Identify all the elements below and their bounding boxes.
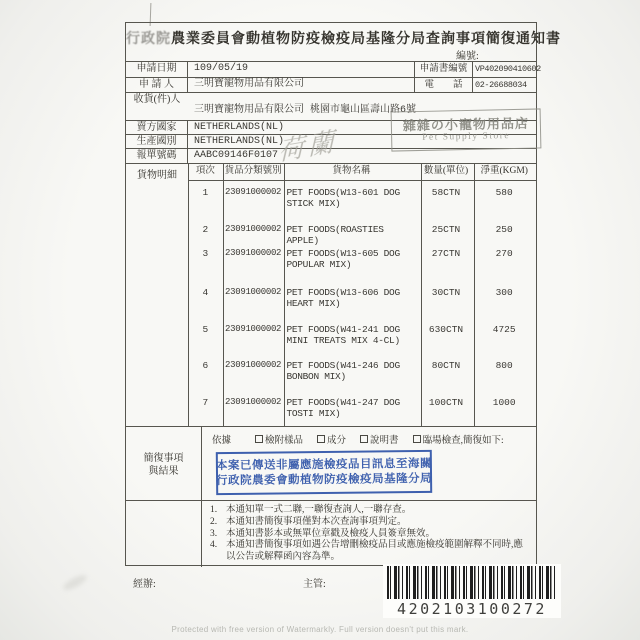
application-no-value: VP402090410602 <box>472 62 536 77</box>
apply-date-value: 109/05/19 <box>194 63 249 74</box>
watermarkly-watermark: Protected with free version of Watermarkly. Full version doesn't put this mark. <box>171 625 469 634</box>
basis-option-onsite <box>413 432 461 446</box>
note-number: 1. <box>210 505 218 515</box>
reply-section-label <box>126 452 201 478</box>
consignee-label: 收貨(件)人 <box>133 94 181 105</box>
basis-option-manual <box>360 432 399 446</box>
item-name: PET FOODS(W41-246 DOG BONBON MIX) <box>286 360 400 382</box>
note-item <box>210 540 532 564</box>
goods-row <box>188 360 536 382</box>
item-code: 23091000002 <box>225 224 282 234</box>
basis-suffix: ,簡復如下: <box>460 436 504 446</box>
item-weight: 580 <box>495 187 513 198</box>
goods-row <box>188 324 536 346</box>
note-item <box>210 517 532 529</box>
note-number: 4. <box>210 540 218 551</box>
goods-detail-section <box>126 163 536 426</box>
stamp-line2: 行政院農委會動植物防疫檢疫局基隆分局 <box>216 472 433 487</box>
title-faded-part: 行政院 <box>126 32 171 47</box>
item-name: PET FOODS(W13-605 DOG POPULAR MIX) <box>286 248 400 270</box>
header-quantity: 數量(單位) <box>423 166 469 176</box>
seller-country-value: NETHERLANDS(NL) <box>194 122 285 133</box>
note-number: 2. <box>210 516 218 527</box>
item-weight: 250 <box>495 224 513 235</box>
phone-label: 電 話 <box>414 78 472 92</box>
handler-label: 經辦: <box>133 579 156 590</box>
note-item <box>210 529 532 541</box>
item-no: 2 <box>202 224 209 235</box>
checkbox-icon <box>255 435 263 443</box>
item-weight: 800 <box>495 360 513 371</box>
item-qty: 58CTN <box>431 187 461 198</box>
item-qty: 27CTN <box>431 248 461 259</box>
note-text: 本通知單一式二聯,一聯復查詢人,一聯存查。 <box>226 505 412 515</box>
basis-option-label: 檢附樣品 <box>265 436 304 446</box>
quarantine-result-stamp <box>216 450 432 495</box>
goods-section-label: 貨物明細 <box>137 170 177 181</box>
barcode-bars <box>387 566 557 599</box>
reply-label-line1: 簡復事項 <box>143 453 184 464</box>
checkbox-icon <box>360 435 368 443</box>
item-qty: 25CTN <box>431 224 461 235</box>
goods-row <box>188 287 536 309</box>
basis-option-sample <box>255 432 303 446</box>
note-text: 本通知書簡復事項如遇公告增刪檢疫品目或應施檢疫範圍解釋不同時,應以公告或解釋函內容為準。 <box>226 540 523 563</box>
header-classification-code: 貨品分類號別 <box>224 166 282 176</box>
item-qty: 630CTN <box>428 324 464 335</box>
phone-value: 02-26688034 <box>472 78 536 92</box>
item-no: 5 <box>202 324 209 335</box>
scan-smudge <box>61 572 88 592</box>
notice-document-table <box>125 22 561 566</box>
reply-column-divider <box>201 427 202 500</box>
apply-date-label: 申請日期 <box>126 62 188 77</box>
item-code: 23091000002 <box>225 324 282 334</box>
note-number: 3. <box>210 528 218 539</box>
consignee-value: 三明寶寵物用品有限公司 桃園市龜山區壽山路6號 <box>194 105 417 116</box>
origin-country-value: NETHERLANDS(NL) <box>194 136 285 147</box>
note-item <box>210 505 532 517</box>
item-code: 23091000002 <box>225 187 282 197</box>
origin-country-label: 生產國別 <box>126 135 188 148</box>
item-name: PET FOODS(W41-247 DOG TOSTI MIX) <box>286 397 400 419</box>
store-stamp-english: Pet Supply Store <box>422 131 511 143</box>
declaration-no-value: AABC09146F0107 <box>194 150 279 161</box>
item-name: PET FOODS(W13-606 DOG HEART MIX) <box>286 287 400 309</box>
item-code: 23091000002 <box>225 397 282 407</box>
goods-row <box>188 187 536 209</box>
stamp-line1: 本案已傳送非屬應施檢疫品目訊息至海關 <box>215 457 432 472</box>
goods-table-body <box>188 180 536 426</box>
item-name: PET FOODS(W41-241 DOG MINI TREATS MIX 4-CL) <box>286 324 400 346</box>
checkbox-icon <box>413 435 421 443</box>
document-title <box>126 28 561 48</box>
supervisor-label: 主管: <box>303 579 326 590</box>
basis-option-label: 說明書 <box>370 436 399 446</box>
header-item-no: 項次 <box>195 166 215 176</box>
applicant-label: 申 請 人 <box>126 78 188 92</box>
application-no-label: 申請書編號 <box>414 62 472 77</box>
item-no: 6 <box>202 360 209 371</box>
notes-list <box>210 505 532 564</box>
item-weight: 1000 <box>492 397 516 408</box>
applicant-value: 三明寶寵物用品有限公司 <box>194 79 304 90</box>
checkbox-icon <box>317 435 325 443</box>
basis-option-ingredient <box>317 432 346 446</box>
item-weight: 4725 <box>492 324 516 335</box>
seller-country-label: 賣方國家 <box>126 121 188 134</box>
pet-store-stamp <box>391 108 542 151</box>
basis-line <box>212 432 504 446</box>
store-stamp-chinese: 雜雜の小寵物用品店 <box>402 115 530 134</box>
note-text: 本通知書簡復事項僅對本次查詢事項判定。 <box>226 516 407 527</box>
declaration-no-label: 報單號碼 <box>126 149 188 163</box>
item-no: 4 <box>202 287 209 298</box>
item-qty: 30CTN <box>431 287 461 298</box>
item-code: 23091000002 <box>225 287 282 297</box>
item-no: 3 <box>202 248 209 259</box>
header-goods-name: 貨物名稱 <box>332 166 371 176</box>
item-qty: 100CTN <box>428 397 464 408</box>
notes-column-divider <box>201 501 202 567</box>
document-header <box>126 23 561 62</box>
barcode-block <box>383 564 561 618</box>
item-code: 23091000002 <box>225 360 282 370</box>
item-name: PET FOODS(ROASTIES APPLE) <box>286 224 384 246</box>
item-weight: 300 <box>495 287 513 298</box>
item-code: 23091000002 <box>225 248 282 258</box>
serial-number-label: 編號: <box>456 51 479 62</box>
item-no: 1 <box>202 187 209 198</box>
basis-option-label: 臨場檢查 <box>422 436 461 446</box>
reply-label-line2: 與結果 <box>148 466 179 477</box>
row-apply-date <box>126 61 541 77</box>
basis-label: 依據 <box>212 436 232 446</box>
goods-row <box>188 224 536 246</box>
title-main-part: 農業委員會動植物防疫檢疫局基隆分局查詢事項簡復通知書 <box>171 32 561 47</box>
item-qty: 80CTN <box>431 360 461 371</box>
handwritten-annotation: 荷蘭 <box>278 126 338 167</box>
barcode-number: 4202103100272 <box>397 600 547 618</box>
item-weight: 270 <box>495 248 513 259</box>
reply-section <box>126 426 536 500</box>
header-net-weight: 淨重(KGM) <box>480 166 528 176</box>
goods-table-header <box>188 164 536 180</box>
note-text: 本通知書影本或無單位章戳及檢疫人員簽章無效。 <box>226 528 436 539</box>
goods-row <box>188 248 536 270</box>
goods-row <box>188 397 536 419</box>
row-applicant <box>126 77 536 92</box>
notes-section <box>126 500 536 567</box>
basis-option-label: 成分 <box>327 436 347 446</box>
item-name: PET FOODS(W13-601 DOG STICK MIX) <box>286 187 400 209</box>
item-no: 7 <box>202 397 209 408</box>
